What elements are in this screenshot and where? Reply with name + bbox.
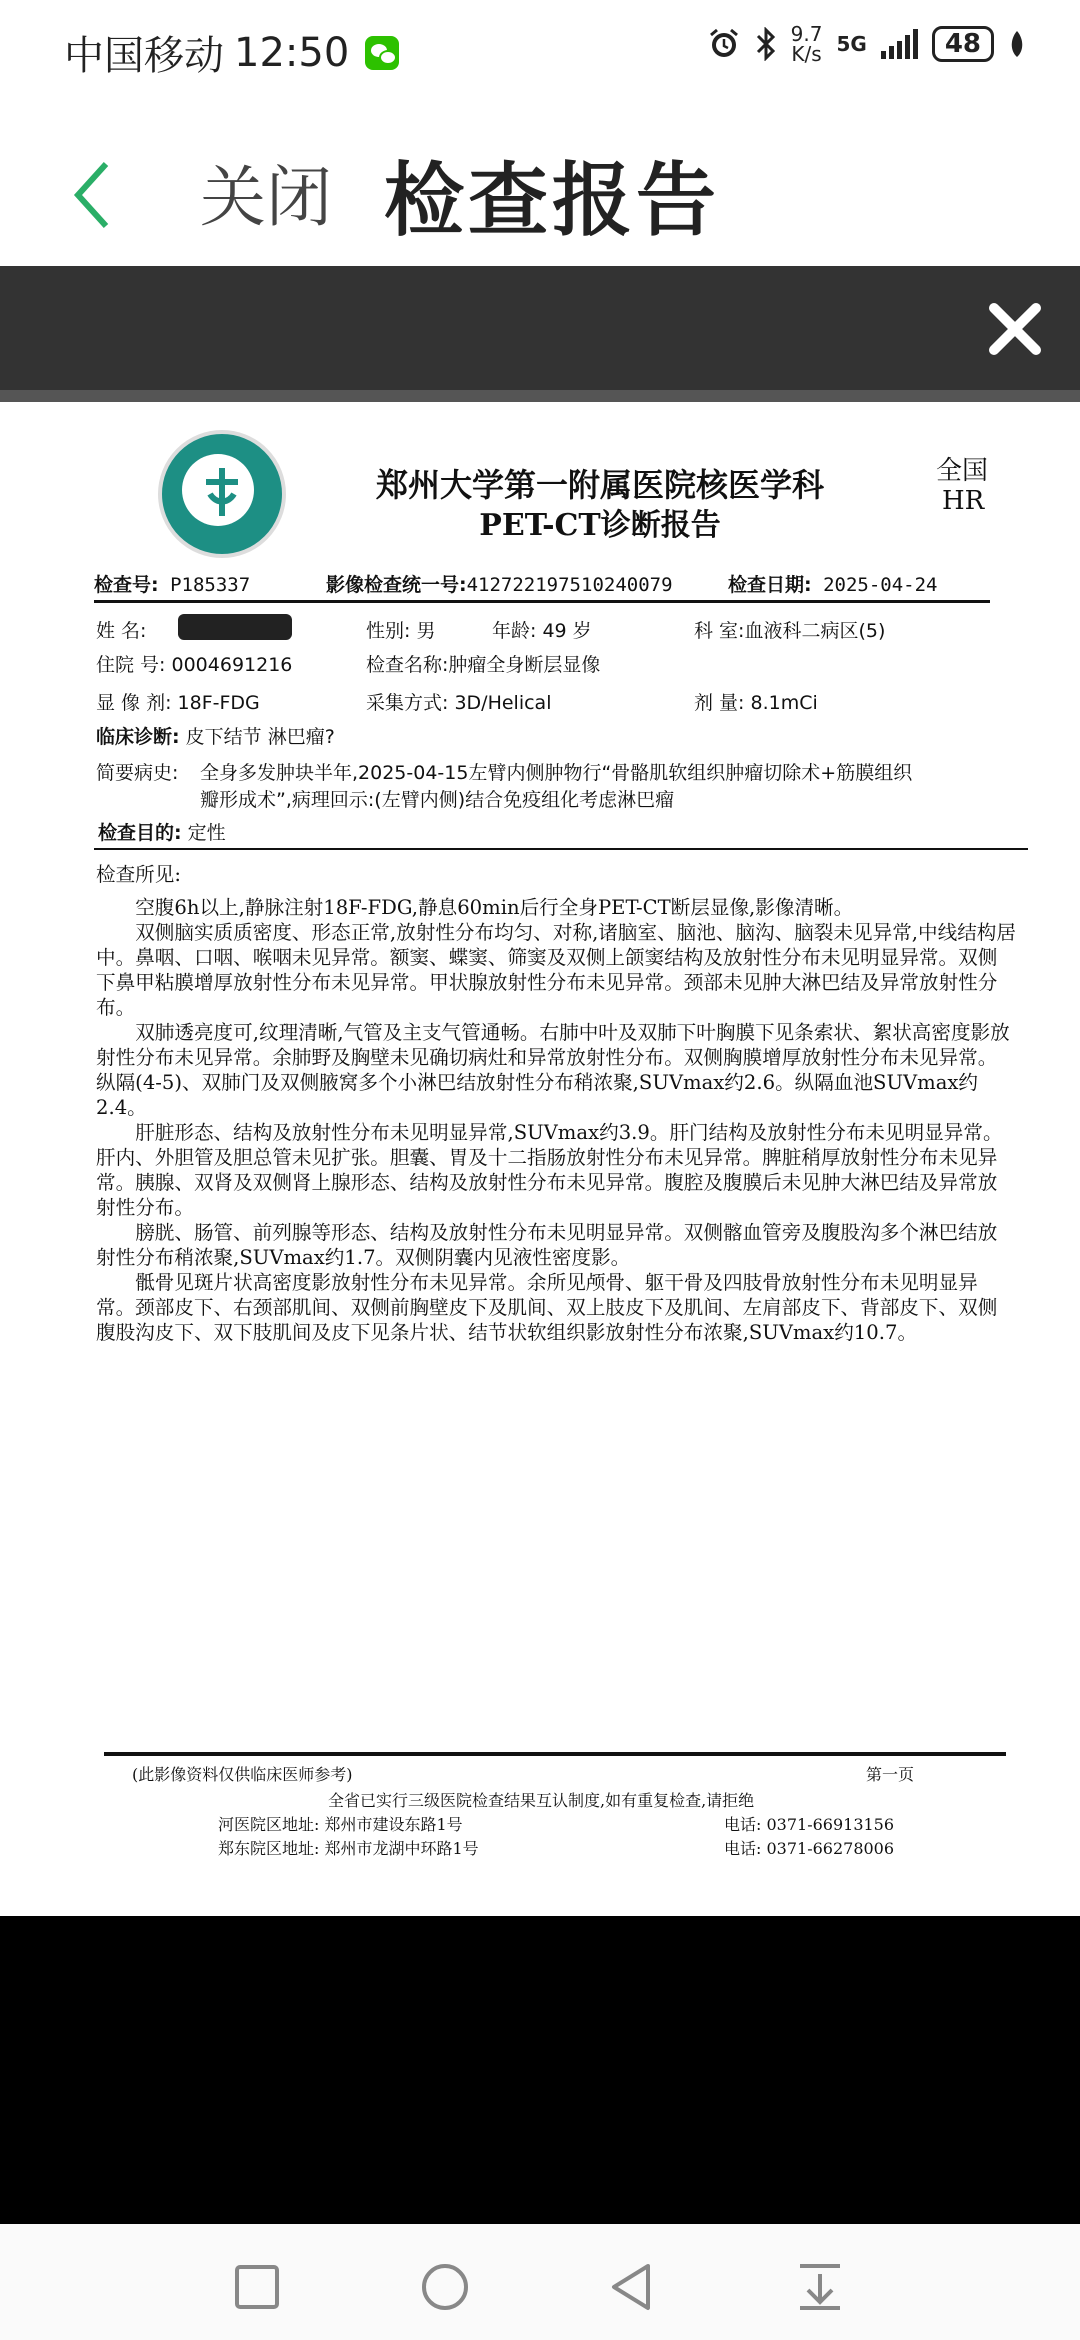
exam-name-label: 检查名称: (366, 654, 449, 676)
history-label: 简要病史: (96, 762, 179, 784)
report-subtitle: PET-CT诊断报告 (479, 508, 721, 543)
footer-notice: 全省已实行三级医院检查结果互认制度,如有重复检查,请拒绝 (328, 1791, 755, 1810)
exam-no-label: 检查号: (94, 574, 159, 596)
footer-phone-1: 电话: 0371-66913156 (724, 1815, 895, 1834)
agent-field (96, 688, 260, 715)
finding-paragraph: 骶骨见斑片状高密度影放射性分布未见异常。余所见颅骨、躯干骨及四肢骨放射性分布未见明显异常。颈部皮下、右颈部肌间、双侧前胸壁皮下及肌间、双上肢皮下及肌间、左肩部皮下、背部皮下、双侧腹股沟皮下、双下肢肌间及皮下见条片状、结节状软组织影放射性分布浓聚,SUVmax约10.7。 (96, 1271, 998, 1344)
gender-value: 男 (416, 620, 436, 642)
close-button[interactable]: 关闭 (200, 159, 332, 236)
page-title: 检查报告 (384, 154, 720, 247)
footer-phone-2: 电话: 0371-66278006 (724, 1839, 895, 1858)
inpatient-label: 住院 号: (96, 654, 166, 676)
method-value: 3D/Helical (454, 692, 552, 714)
recents-icon[interactable] (234, 2264, 280, 2310)
footer-address-2: 郑东院区地址: 郑州市龙湖中环路1号 (218, 1839, 479, 1858)
finding-paragraph: 双肺透亮度可,纹理清晰,气管及主支气管通畅。右肺中叶及双肺下叶胸膜下见条索状、絮状高密度影放射性分布未见异常。余肺野及胸壁未见确切病灶和异常放射性分布。双侧胸膜增厚放射性分布未见异常。纵隔(4-5)、双肺门及双侧腋窝多个小淋巴结放射性分布稍浓聚,SUVmax约2.6。纵隔血池SUVmax约2.4。 (96, 1021, 1010, 1119)
clock: 12:50 (234, 29, 350, 76)
header-rule (94, 600, 990, 603)
finding-paragraph: 空腹6h以上,静脉注射18F-FDG,静息60min后行全身PET-CT断层显像,影像清晰。 (135, 896, 854, 919)
dose-value: 8.1mCi (750, 692, 818, 714)
exam-date-value: 2025-04-24 (823, 574, 938, 596)
diagnosis-label: 临床诊断: (96, 726, 180, 748)
dose-label: 剂 量: (694, 692, 745, 714)
gender-field (366, 616, 435, 643)
image-id (326, 570, 673, 597)
inpatient-value: 0004691216 (171, 654, 293, 676)
network-type: 5G (836, 32, 867, 56)
agent-label: 显 像 剂: (96, 692, 172, 714)
age-field (492, 616, 592, 643)
system-nav-bar (0, 2224, 1080, 2340)
hospital-logo (158, 430, 286, 558)
history-text (200, 758, 1030, 812)
exam-no-value: P185337 (170, 574, 251, 596)
hospital-name: 郑州大学第一附属医院核医学科 (375, 466, 824, 504)
purpose-field (98, 818, 226, 845)
dept-field (694, 616, 885, 643)
redacted-name (178, 614, 292, 640)
age-value: 49 岁 (542, 620, 592, 642)
app-header (0, 100, 1080, 266)
status-bar (0, 0, 1080, 100)
inpatient-field (96, 650, 292, 677)
national-line1: 全国 (936, 456, 989, 486)
footer-rule (104, 1752, 1006, 1756)
footer-address-1: 河医院区地址: 郑州市建设东路1号 (218, 1815, 463, 1834)
findings-label: 检查所见: (96, 863, 181, 886)
agent-value: 18F-FDG (177, 692, 260, 714)
home-icon[interactable] (420, 2262, 470, 2312)
finding-paragraph: 双侧脑实质质密度、形态正常,放射性分布均匀、对称,诸脑室、脑池、脑沟、脑裂未见异常,中线结构居中。鼻咽、口咽、喉咽未见异常。额窦、蝶窦、筛窦及双侧上颌窦结构及放射性分布未见明显异常。双侧下鼻甲粘膜增厚放射性分布未见异常。甲状腺放射性分布未见异常。颈部未见肿大淋巴结及异常放射性分布。 (96, 921, 1016, 1019)
status-left (64, 24, 399, 81)
back-icon[interactable] (608, 2262, 654, 2312)
name-label: 姓 名: (96, 620, 147, 642)
viewer-toolbar (0, 266, 1080, 390)
wechat-notification-icon (365, 36, 399, 70)
findings (96, 862, 1016, 1345)
back-chevron-icon[interactable] (72, 140, 132, 230)
battery-indicator: 48 (932, 26, 994, 62)
image-id-label: 影像检查统一号: (326, 574, 467, 596)
history-line1: 全身多发肿块半年,2025-04-15左臂内侧肿物行“骨骼肌软组织肿瘤切除术+筋膜组织 (200, 762, 913, 784)
signal-icon (881, 29, 918, 59)
viewer-close-icon[interactable] (986, 300, 1044, 358)
finding-paragraph: 膀胱、肠管、前列腺等形态、结构及放射性分布未见明显异常。双侧髂血管旁及腹股沟多个淋巴结放射性分布稍浓聚,SUVmax约1.7。双侧阴囊内见液性密度影。 (96, 1221, 998, 1269)
national-line2: HR (942, 486, 985, 516)
notification-pull-icon[interactable] (796, 2262, 844, 2312)
exam-no (94, 570, 250, 597)
section-rule (94, 848, 1028, 850)
exam-date (728, 570, 937, 597)
net-speed (791, 24, 823, 64)
finding-paragraph: 肝脏形态、结构及放射性分布未见明显异常,SUVmax约3.9。肝门结构及放射性分布未见明显异常。肝内、外胆管及胆总管未见扩张。胆囊、胃及十二指肠放射性分布未见异常。脾脏稍厚放射性分布未见异常。胰腺、双肾及双侧肾上腺形态、结构及放射性分布未见异常。腹腔及腹膜后未见肿大淋巴结及异常放射性分布。 (96, 1121, 1003, 1219)
status-right (707, 24, 1026, 64)
toolbar-divider (0, 390, 1080, 402)
national-mark (936, 456, 988, 516)
diagnosis-field (96, 722, 335, 749)
dose-field (694, 688, 818, 715)
exam-date-label: 检查日期: (728, 574, 812, 596)
dept-value: 血液科二病区(5) (744, 620, 886, 642)
footer-page: 第一页 (866, 1765, 915, 1784)
net-speed-unit: K/s (791, 42, 822, 66)
bluetooth-icon (755, 27, 777, 61)
carrier-label: 中国移动 (64, 33, 224, 79)
method-label: 采集方式: (366, 692, 449, 714)
image-id-value: 412722197510240079 (466, 574, 673, 596)
leaf-icon (1008, 29, 1026, 59)
dept-label: 科 室: (694, 620, 745, 642)
exam-name-value: 肿瘤全身断层显像 (448, 654, 601, 676)
footer-reference: (此影像资料仅供临床医师参考) (132, 1765, 353, 1784)
age-label: 年龄: (492, 620, 537, 642)
exam-name-field (366, 650, 600, 677)
net-speed-value: 9.7 (790, 22, 823, 46)
method-field (366, 688, 551, 715)
diagnosis-value: 皮下结节 淋巴瘤? (185, 726, 335, 748)
alarm-icon (707, 27, 741, 61)
gender-label: 性别: (366, 620, 411, 642)
viewer-background (0, 1916, 1080, 2224)
purpose-value: 定性 (187, 822, 226, 844)
history-line2: 瓣形成术”,病理回示:(左臂内侧)结合免疫组化考虑淋巴瘤 (200, 789, 675, 811)
purpose-label: 检查目的: (98, 822, 182, 844)
